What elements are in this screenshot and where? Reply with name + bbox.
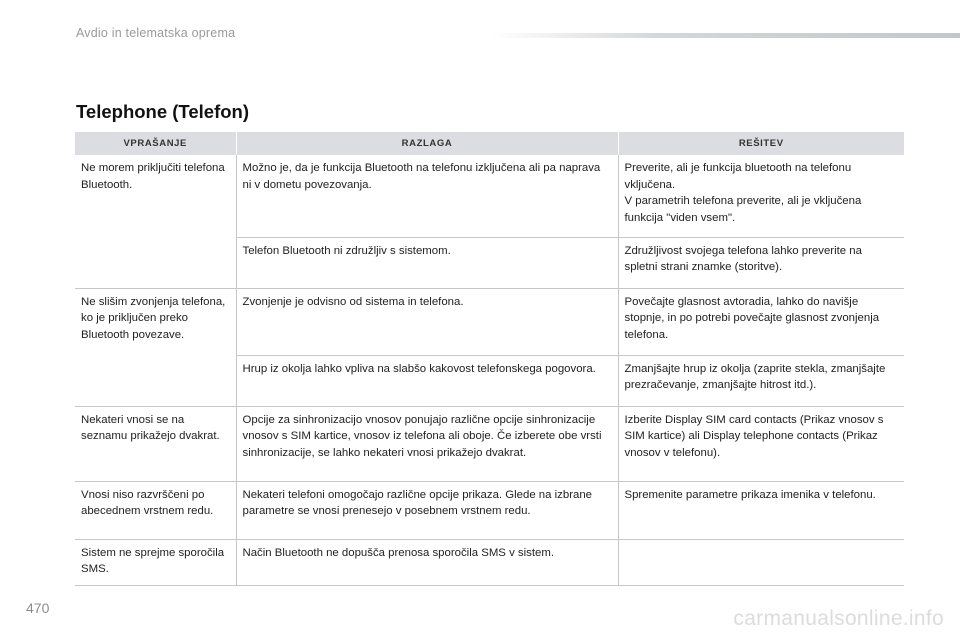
table-header-row xyxy=(75,132,904,155)
cause-cell: Hrup iz okolja lahko vpliva na slabšo kakovost telefonskega pogovora. xyxy=(236,355,618,406)
question-cell: Ne slišim zvonjenja telefona, ko je priključen preko Bluetooth povezave. xyxy=(75,288,236,406)
solution-cell: Povečajte glasnost avtoradia, lahko do navišje stopnje, in po potrebi povečajte glasnost zvonjenja telefona. xyxy=(618,288,904,355)
table-row xyxy=(75,481,904,539)
solution-cell: Združljivost svojega telefona lahko preverite na spletni strani znamke (storitve). xyxy=(618,237,904,288)
column-header-cause: RAZLAGA xyxy=(236,132,618,155)
question-cell: Vnosi niso razvrščeni po abecednem vrstnem redu. xyxy=(75,481,236,539)
solution-cell: Spremenite parametre prikaza imenika v telefonu. xyxy=(618,481,904,539)
solution-cell xyxy=(618,539,904,585)
table-row xyxy=(75,539,904,585)
table-row xyxy=(75,288,904,355)
table-row xyxy=(75,155,904,237)
cause-cell: Zvonjenje je odvisno od sistema in telefona. xyxy=(236,288,618,355)
column-header-solution: REŠITEV xyxy=(618,132,904,155)
cause-cell: Opcije za sinhronizacijo vnosov ponujajo različne opcije sinhronizacije vnosov s SIM kartice, vnosov iz telefona ali oboje. Če izberete obe vrsti sinhronizacije, se lahko nekateri vnosi prikažejo dvakrat. xyxy=(236,406,618,481)
question-cell: Ne morem priključiti telefona Bluetooth. xyxy=(75,155,236,288)
solution-cell: Izberite Display SIM card contacts (Prikaz vnosov s SIM kartice) ali Display telephone contacts (Prikaz vnosov v telefonu). xyxy=(618,406,904,481)
header-divider xyxy=(492,33,960,38)
cause-cell: Telefon Bluetooth ni združljiv s sistemom. xyxy=(236,237,618,288)
table-row xyxy=(75,406,904,481)
troubleshooting-table xyxy=(75,132,904,586)
solution-cell: Preverite, ali je funkcija bluetooth na telefonu vključena. V parametrih telefona preverite, ali je vključena funkcija "viden vsem". xyxy=(618,155,904,237)
watermark: carmanualsonline.info xyxy=(733,607,944,630)
question-cell: Sistem ne sprejme sporočila SMS. xyxy=(75,539,236,585)
page-number: 470 xyxy=(26,600,50,616)
question-cell: Nekateri vnosi se na seznamu prikažejo dvakrat. xyxy=(75,406,236,481)
column-header-question: VPRAŠANJE xyxy=(75,132,236,155)
cause-cell: Način Bluetooth ne dopušča prenosa sporočila SMS v sistem. xyxy=(236,539,618,585)
section-header: Avdio in telematska oprema xyxy=(76,26,236,40)
cause-cell: Možno je, da je funkcija Bluetooth na telefonu izključena ali pa naprava ni v dometu povezovanja. xyxy=(236,155,618,237)
page-title: Telephone (Telefon) xyxy=(76,101,250,122)
cause-cell: Nekateri telefoni omogočajo različne opcije prikaza. Glede na izbrane parametre se vnosi prenesejo v posebnem vrstnem redu. xyxy=(236,481,618,539)
solution-cell: Zmanjšajte hrup iz okolja (zaprite stekla, zmanjšajte prezračevanje, zmanjšajte hitrost itd.). xyxy=(618,355,904,406)
